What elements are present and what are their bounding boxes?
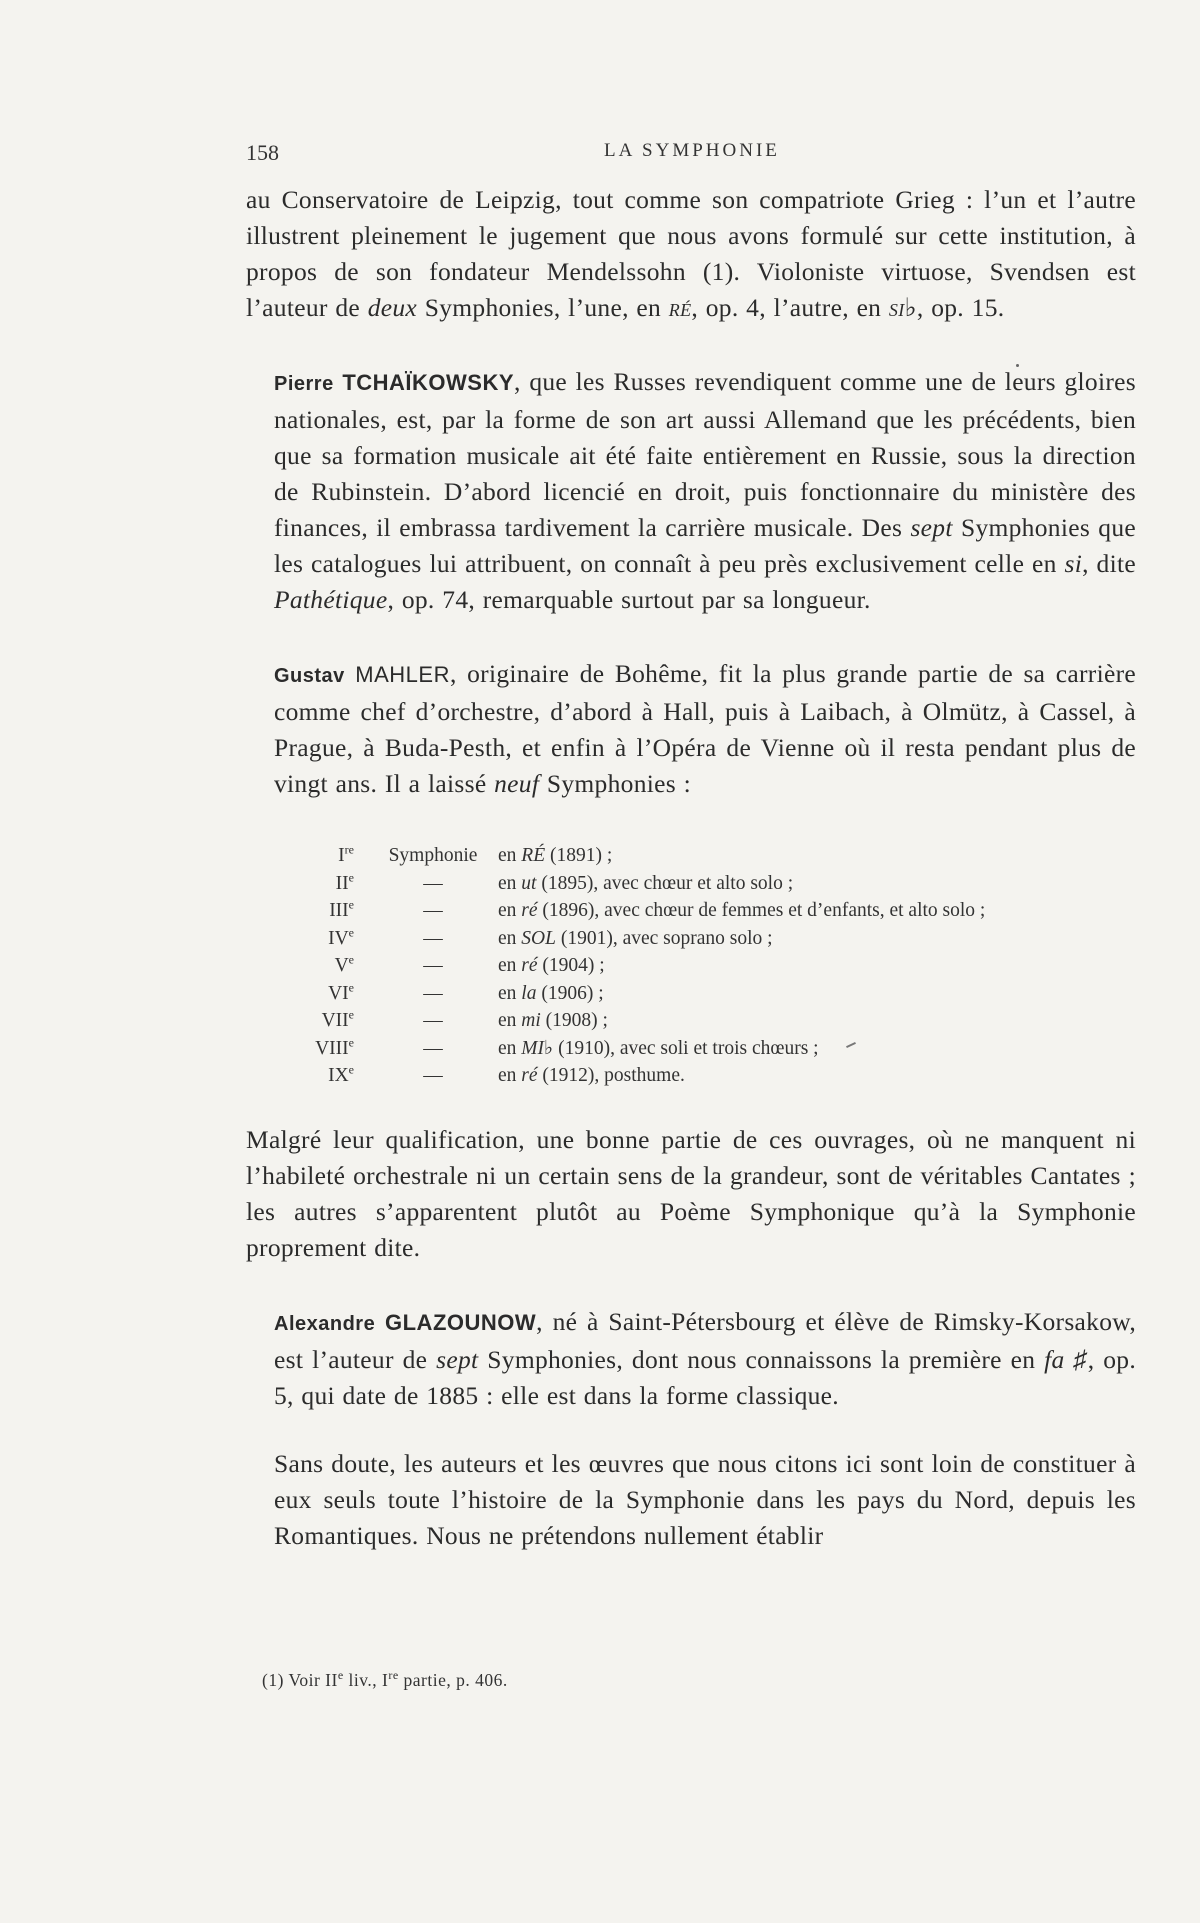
text: en xyxy=(498,1037,522,1059)
symphony-number xyxy=(246,1007,368,1035)
ordinal-suffix: e xyxy=(348,1062,354,1077)
emphasis: deux xyxy=(367,293,418,322)
text: , op. 4, l’autre, en xyxy=(691,293,889,322)
text: (1912), posthume. xyxy=(537,1065,685,1086)
text: (1) Voir II xyxy=(262,1670,338,1690)
symphony-description xyxy=(498,980,1098,1008)
symphony-number xyxy=(246,842,368,870)
symphony-number xyxy=(246,952,368,980)
symphony-number xyxy=(246,980,368,1008)
symphony-row xyxy=(246,842,1098,870)
symphony-word: — xyxy=(423,1037,443,1059)
footnote xyxy=(262,1670,508,1691)
ordinal: IX xyxy=(328,1065,349,1086)
text: en xyxy=(498,982,522,1004)
symphony-word: — xyxy=(423,927,443,949)
text: , que les Russes revendiquent comme une de leurs gloires nationales, est, par la forme de son art aussi Allemand que les précédents, bien que sa formation musicale ait été faite entièrement en Russie, sous la direction de Rubinstein. D’abord licencié en droit, puis fonctionnaire du ministère des finances, il embrassa tardivement la carrière musicale. Des xyxy=(274,367,1136,542)
symphony-row xyxy=(246,870,1098,898)
paragraph-tchaikowsky xyxy=(246,364,1136,618)
emphasis: Pathétique xyxy=(274,585,388,614)
text: (1910), avec soli et trois chœurs ; xyxy=(553,1037,819,1059)
symphony-row xyxy=(246,925,1098,953)
key-name: si♭ xyxy=(888,293,917,322)
ordinal-suffix: re xyxy=(344,842,354,857)
text: Symphonies, dont nous connaissons la première en xyxy=(478,1344,1045,1374)
key-name: mi xyxy=(521,1010,541,1031)
page-body xyxy=(246,182,1136,1554)
symphony-row xyxy=(246,980,1098,1008)
text: (1896), avec chœur de femmes et d’enfants, et alto solo ; xyxy=(537,900,986,921)
symphony-word: — xyxy=(423,955,443,976)
composer-first-name: Alexandre xyxy=(274,1312,376,1335)
symphony-row xyxy=(246,1062,1098,1090)
emphasis: si xyxy=(1064,549,1083,578)
symphony-description xyxy=(498,1062,1098,1090)
symphony-word: Symphonie xyxy=(388,845,478,866)
ordinal-suffix: e xyxy=(348,1007,354,1022)
symphony-row xyxy=(246,1035,1098,1063)
ordinal-suffix: e xyxy=(348,980,354,994)
text: Sans doute, les auteurs et les œuvres que nous citons ici sont loin de constituer à eux seuls toute l’histoire de la Symphonie dans les pays du Nord, depuis les Romantiques. Nous ne prétendons nullement établir xyxy=(274,1448,1136,1550)
emphasis: sept xyxy=(436,1344,479,1374)
text: , dite xyxy=(1082,549,1136,578)
composer-last-name: TCHAÏKOWSKY xyxy=(342,370,515,395)
symphony-word: — xyxy=(423,900,443,921)
ordinal: V xyxy=(334,955,349,976)
symphony-word: — xyxy=(423,1065,443,1086)
paragraph-svendsen xyxy=(246,182,1136,326)
symphony-word: — xyxy=(423,982,443,1004)
text: liv., I xyxy=(343,1670,389,1690)
text: partie, p. 406. xyxy=(398,1670,508,1690)
symphony-description xyxy=(498,1035,1098,1063)
key-name: SOL xyxy=(521,927,556,949)
text: au Conservatoire de Leipzig, tout comme son compatriote Grieg : l’un et l’autre illustrent pleinement le jugement que nous avons formulé sur cette institution, à propos de son fondateur Mendelssohn (1). Violoniste virtuose, Svendsen est l’auteur de xyxy=(246,185,1136,322)
symphony-description xyxy=(498,870,1098,898)
text: (1908) ; xyxy=(540,1010,608,1031)
ordinal: III xyxy=(329,900,349,921)
key-name: ut xyxy=(521,872,537,894)
symphony-description xyxy=(498,1007,1098,1035)
symphony-number xyxy=(246,870,368,898)
running-title: LA SYMPHONIE xyxy=(604,140,780,161)
ordinal-suffix: e xyxy=(348,1035,354,1049)
text: en xyxy=(498,872,522,894)
text: (1891) ; xyxy=(545,845,613,866)
ordinal-suffix: e xyxy=(348,952,354,967)
text: Symphonies, l’une, en xyxy=(417,293,669,322)
ordinal-suffix: e xyxy=(348,870,354,884)
text: en xyxy=(498,1065,522,1086)
text: en xyxy=(498,900,522,921)
emphasis: neuf xyxy=(494,769,540,798)
symphony-row xyxy=(246,897,1098,925)
symphony-word: — xyxy=(423,1010,443,1031)
symphony-word: — xyxy=(423,872,443,894)
text: Malgré leur qualification, une bonne partie de ces ouvrages, où ne manquent ni l’habileté orchestrale ni un certain sens de la grandeur, sont de véritables Cantates ; les autres s’apparentent plutôt au Poème Symphonique qu’à la Symphonie proprement dite. xyxy=(246,1124,1136,1262)
text: (1895), avec chœur et alto solo ; xyxy=(536,872,794,894)
key-name: RÉ xyxy=(521,845,546,866)
text: , op. 5, qui date de 1885 : elle est dans la forme classique. xyxy=(274,1344,1137,1410)
text: , op. 74, remarquable surtout par sa longueur. xyxy=(387,585,871,614)
paragraph-cantates xyxy=(246,1122,1136,1266)
symphony-description xyxy=(498,925,1098,953)
paragraph-conclusion xyxy=(246,1446,1136,1554)
key-name: la xyxy=(521,982,537,1004)
text: (1901), avec soprano solo ; xyxy=(555,927,773,949)
ordinal: IV xyxy=(328,927,349,949)
composer-first-name: Gustav xyxy=(274,665,345,687)
text: (1904) ; xyxy=(537,955,605,976)
emphasis: fa ♯ xyxy=(1044,1344,1088,1374)
symphony-number xyxy=(246,1062,368,1090)
text: en xyxy=(498,955,522,976)
ordinal-suffix: e xyxy=(348,925,354,939)
text: en xyxy=(498,1010,522,1031)
symphony-number xyxy=(246,925,368,953)
key-name: ré xyxy=(521,900,538,921)
text: , originaire de Bohême, fit la plus grande partie de sa carrière comme chef d’orchestre, d’abord à Hall, puis à Laibach, à Olmütz, à Cassel, à Prague, à Buda-Pesth, et enfin à l’Opéra de Vienne où il resta pendant plus de vingt ans. Il a laissé xyxy=(274,659,1136,798)
text: , op. 15. xyxy=(916,293,1005,322)
ordinal: VIII xyxy=(315,1037,349,1059)
text: (1906) ; xyxy=(536,982,604,1004)
key-name: ré xyxy=(668,293,692,322)
ordinal: I xyxy=(338,845,345,866)
superscript: re xyxy=(388,1668,399,1683)
emphasis: sept xyxy=(910,513,953,542)
symphony-number xyxy=(246,897,368,925)
symphony-row xyxy=(246,952,1098,980)
symphony-list xyxy=(246,842,1098,1090)
text: Symphonies que les catalogues lui attribuent, on connaît à peu près exclusivement celle en xyxy=(274,513,1136,578)
superscript: e xyxy=(337,1668,344,1683)
key-name: MI♭ xyxy=(521,1037,554,1059)
symphony-description xyxy=(498,842,1098,870)
composer-last-name: GLAZOUNOW xyxy=(385,1309,537,1335)
symphony-number xyxy=(246,1035,368,1063)
ordinal: II xyxy=(335,872,349,894)
ordinal: VII xyxy=(321,1010,349,1031)
symphony-row xyxy=(246,1007,1098,1035)
text: en xyxy=(498,845,522,866)
composer-last-name: MAHLER xyxy=(355,662,450,687)
text: Symphonies : xyxy=(539,769,692,798)
ordinal: VI xyxy=(328,982,349,1004)
page-number: 158 xyxy=(246,140,279,165)
symphony-description xyxy=(498,952,1098,980)
paragraph-mahler xyxy=(246,656,1136,802)
symphony-description xyxy=(498,897,1098,925)
text: , né à Saint-Pétersbourg et élève de Rimsky-Korsakow, est l’auteur de xyxy=(274,1306,1136,1374)
key-name: ré xyxy=(521,955,538,976)
paragraph-glazounow xyxy=(246,1304,1136,1414)
ordinal-suffix: e xyxy=(348,897,354,912)
text: en xyxy=(498,927,522,949)
composer-first-name: Pierre xyxy=(274,373,334,395)
key-name: ré xyxy=(521,1065,538,1086)
